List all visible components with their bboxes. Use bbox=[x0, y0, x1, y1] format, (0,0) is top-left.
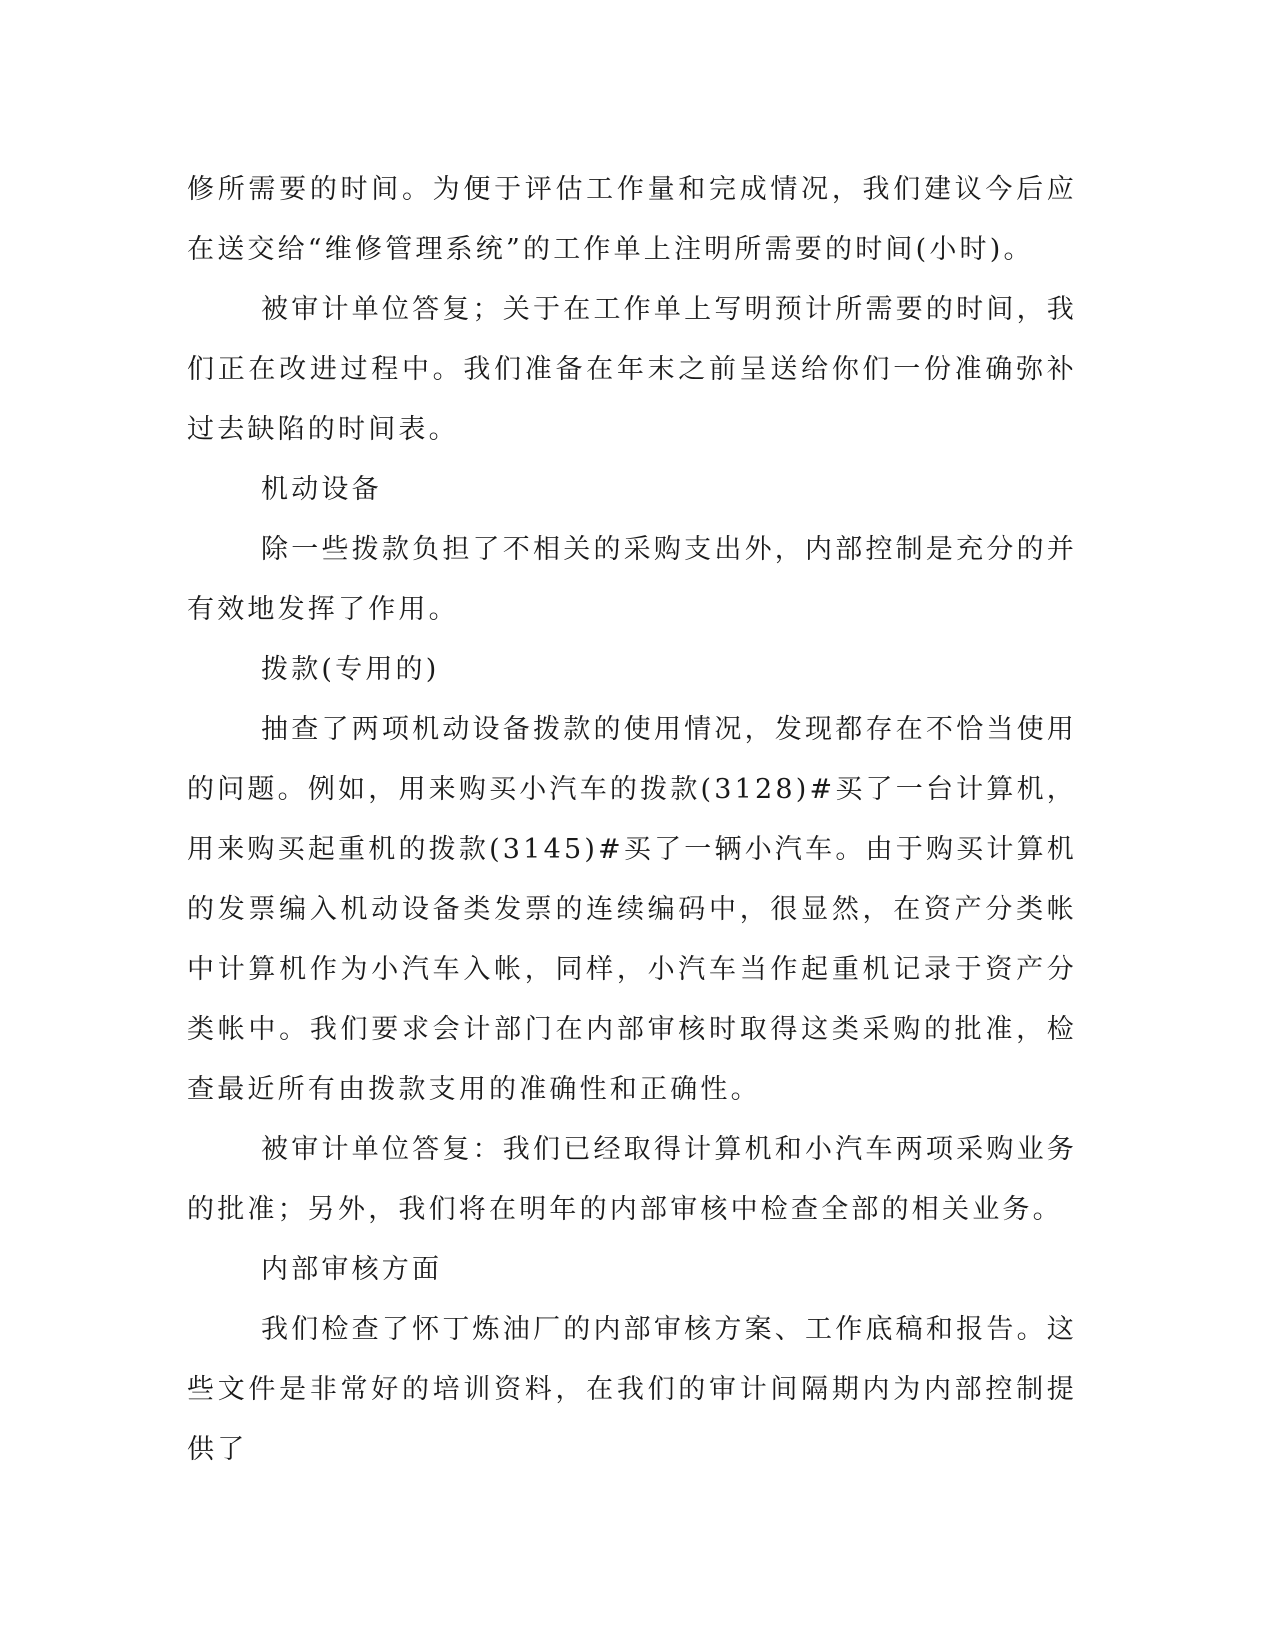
document-body bbox=[187, 160, 1077, 1480]
section-heading: 拨款(专用的) bbox=[261, 654, 440, 685]
paragraph: 被审计单位答复；关于在工作单上写明预计所需要的时间，我们正在改进过程中。我们准备在年末之前呈送给你们一份准确弥补过去缺陷的时间表。 bbox=[187, 294, 1077, 445]
section-heading: 内部审核方面 bbox=[261, 1254, 443, 1285]
paragraph: 我们检查了怀丁炼油厂的内部审核方案、工作底稿和报告。这些文件是非常好的培训资料，在我们的审计间隔期内为内部控制提供了 bbox=[187, 1314, 1077, 1465]
paragraph: 抽查了两项机动设备拨款的使用情况，发现都存在不恰当使用的问题。例如，用来购买小汽车的拨款(3128)#买了一台计算机，用来购买起重机的拨款(3145)#买了一辆小汽车。由于购买计算机的发票编入机动设备类发票的连续编码中，很显然，在资产分类帐中计算机作为小汽车入帐，同样，小汽车当作起重机记录于资产分类帐中。我们要求会计部门在内部审核时取得这类采购的批准，检查最近所有由拨款支用的准确性和正确性。 bbox=[187, 714, 1077, 1105]
section-heading: 机动设备 bbox=[261, 474, 382, 505]
paragraph: 修所需要的时间。为便于评估工作量和完成情况，我们建议今后应在送交给“维修管理系统”的工作单上注明所需要的时间(小时)。 bbox=[187, 174, 1077, 265]
paragraph: 被审计单位答复：我们已经取得计算机和小汽车两项采购业务的批准；另外，我们将在明年的内部审核中检查全部的相关业务。 bbox=[187, 1134, 1077, 1225]
paragraph: 除一些拨款负担了不相关的采购支出外，内部控制是充分的并有效地发挥了作用。 bbox=[187, 534, 1077, 625]
